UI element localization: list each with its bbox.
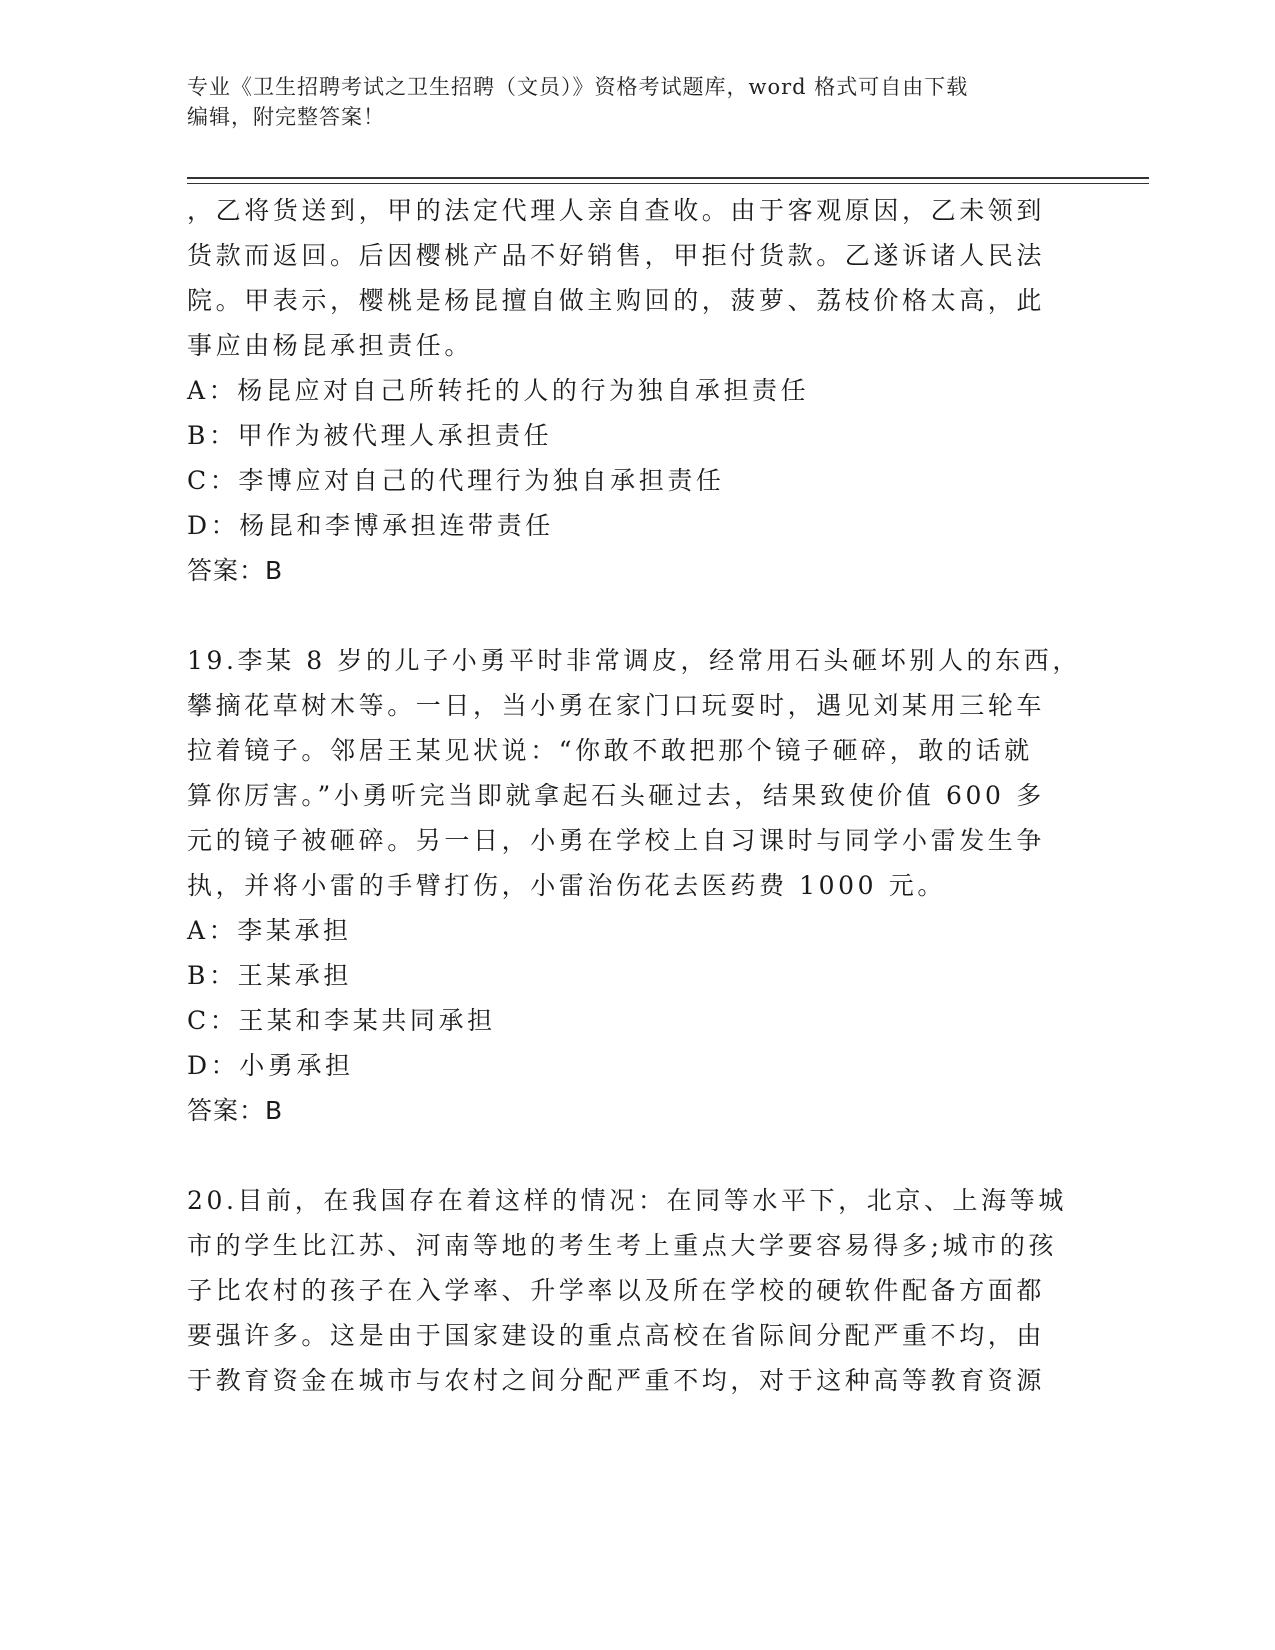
- question-stem-line: 算你厉害。”小勇听完当即就拿起石头砸过去，结果致使价值 600 多: [187, 781, 1045, 810]
- option-a: A：杨昆应对自己所转托的人的行为独自承担责任: [187, 376, 810, 405]
- question-18: [187, 188, 1087, 593]
- question-stem-line: 市的学生比江苏、河南等地的考生考上重点大学要容易得多;城市的孩: [187, 1231, 1058, 1260]
- question-stem-line: 19.李某 8 岁的儿子小勇平时非常调皮，经常用石头砸坏别人的东西，: [187, 646, 1081, 675]
- answer-line: 答案：B: [187, 556, 284, 585]
- question-stem-line: ，乙将货送到，甲的法定代理人亲自查收。由于客观原因，乙未领到: [187, 196, 1046, 225]
- document-header: [187, 72, 1067, 132]
- spacer: [187, 1133, 1087, 1178]
- answer-line: 答案：B: [187, 1096, 284, 1125]
- header-divider-thin: [187, 183, 1149, 184]
- question-stem-line: 元的镜子被砸碎。另一日，小勇在学校上自习课时与同学小雷发生争: [187, 826, 1046, 855]
- option-b: B：王某承担: [187, 961, 352, 990]
- question-19: [187, 638, 1087, 1133]
- question-stem-line: 执，并将小雷的手臂打伤，小雷治伤花去医药费 1000 元。: [187, 871, 946, 900]
- option-c: C：王某和李某共同承担: [187, 1006, 496, 1035]
- question-stem-line: 子比农村的孩子在入学率、升学率以及所在学校的硬软件配备方面都: [187, 1276, 1046, 1305]
- option-b: B：甲作为被代理人承担责任: [187, 421, 553, 450]
- question-stem-line: 院。甲表示，樱桃是杨昆擅自做主购回的，菠萝、荔枝价格太高，此: [187, 286, 1046, 315]
- document-body: [187, 188, 1087, 1403]
- question-stem-line: 拉着镜子。邻居王某见状说：“你敢不敢把那个镜子砸碎，敢的话就: [187, 736, 1033, 765]
- option-d: D：小勇承担: [187, 1051, 354, 1080]
- question-stem-line: 攀摘花草树木等。一日，当小勇在家门口玩耍时，遇见刘某用三轮车: [187, 691, 1046, 720]
- question-20: [187, 1178, 1087, 1403]
- question-stem-line: 要强许多。这是由于国家建设的重点高校在省际间分配严重不均，由: [187, 1321, 1046, 1350]
- question-stem-line: 于教育资金在城市与农村之间分配严重不均，对于这种高等教育资源: [187, 1366, 1046, 1395]
- spacer: [187, 593, 1087, 638]
- question-stem-line: 20.目前，在我国存在着这样的情况：在同等水平下，北京、上海等城: [187, 1186, 1067, 1215]
- option-d: D：杨昆和李博承担连带责任: [187, 511, 554, 540]
- header-divider-thick: [187, 177, 1149, 179]
- header-line-1: 专业《卫生招聘考试之卫生招聘（文员）》资格考试题库，word 格式可自由下载: [187, 75, 969, 99]
- question-stem-line: 货款而返回。后因樱桃产品不好销售，甲拒付货款。乙遂诉诸人民法: [187, 241, 1046, 270]
- question-stem-line: 事应由杨昆承担责任。: [187, 331, 474, 360]
- header-line-2: 编辑，附完整答案！: [187, 105, 385, 129]
- option-c: C：李博应对自己的代理行为独自承担责任: [187, 466, 725, 495]
- option-a: A：李某承担: [187, 916, 352, 945]
